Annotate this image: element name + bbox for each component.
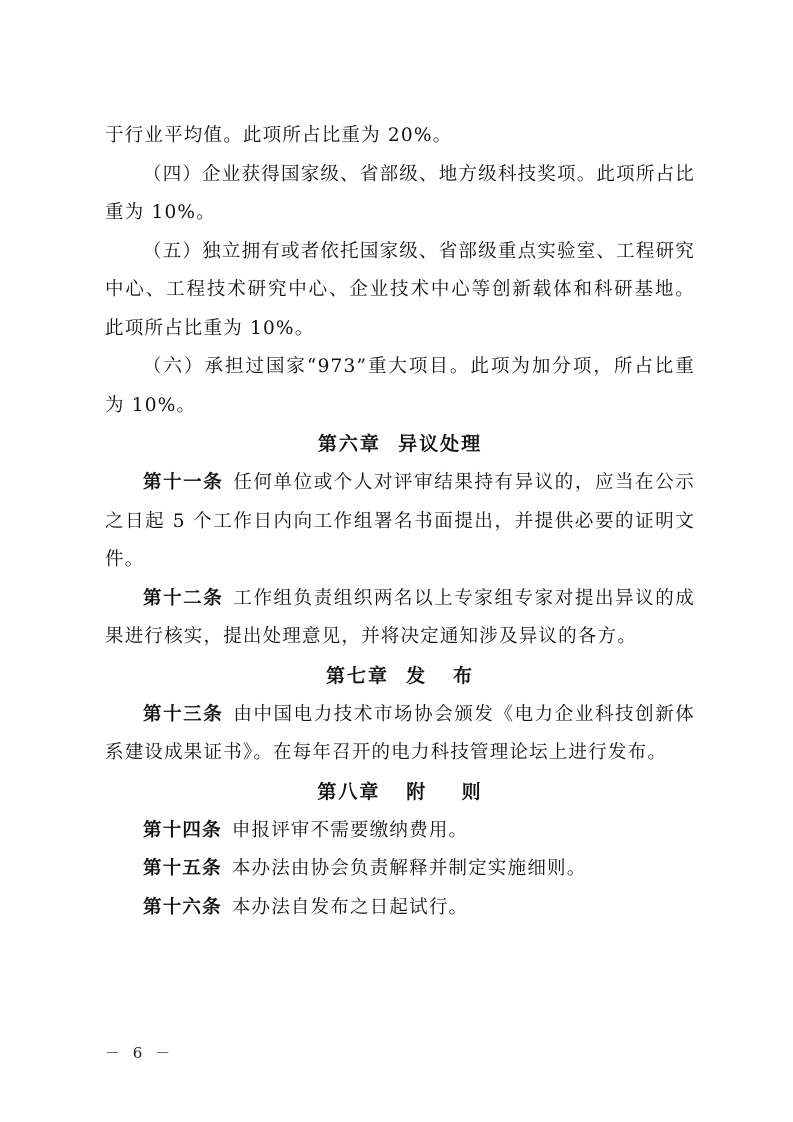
article-15-label: 第十五条: [143, 858, 222, 879]
page-body: [105, 117, 695, 927]
article-15-text: 本办法由协会负责解释并制定实施细则。: [231, 858, 587, 879]
criterion-5: （五）独立拥有或者依托国家级、省部级重点实验室、工程研究中心、工程技术研究中心、企业技术中心等创新载体和科研基地。此项所占比重为 10%。: [105, 240, 695, 339]
article-13: [105, 696, 695, 773]
page-number: － 6 －: [105, 1044, 175, 1062]
article-15: [105, 850, 695, 889]
chapter-7-heading: 第七章 发 布: [325, 664, 475, 687]
article-16: [105, 889, 695, 928]
criterion-4: （四）企业获得国家级、省部级、地方级科技奖项。此项所占比重为 10%。: [105, 163, 695, 223]
article-11: [105, 464, 695, 580]
article-13-text: 由中国电力技术市场协会颁发《电力企业科技创新体系建设成果证书》。在每年召开的电力科技管理论坛上进行发布。: [105, 703, 695, 763]
article-11-text: 任何单位或个人对评审结果持有异议的，应当在公示之日起 5 个工作日内向工作组署名书面提出，并提供必要的证明文件。: [105, 472, 695, 570]
chapter-6-heading: 第六章 异议处理: [317, 433, 483, 455]
article-14-text: 申报评审不需要缴纳费用。: [231, 819, 469, 841]
article-14: [105, 812, 695, 851]
article-12: [105, 580, 695, 657]
article-16-label: 第十六条: [143, 896, 222, 918]
article-13-label: 第十三条: [143, 703, 224, 725]
paragraph-continuation: 于行业平均值。此项所占比重为 20%。: [105, 125, 453, 146]
article-12-label: 第十二条: [143, 587, 224, 609]
article-11-label: 第十一条: [143, 472, 224, 493]
article-12-text: 工作组负责组织两名以上专家组专家对提出异议的成果进行核实，提出处理意见，并将决定通知涉及异议的各方。: [105, 587, 695, 647]
chapter-8-heading: 第八章 附 则: [317, 780, 483, 803]
article-16-text: 本办法自发布之日起试行。: [231, 896, 469, 918]
criterion-6: （六）承担过国家“973”重大项目。此项为加分项，所占比重为 10%。: [105, 356, 695, 416]
article-14-label: 第十四条: [143, 819, 222, 841]
